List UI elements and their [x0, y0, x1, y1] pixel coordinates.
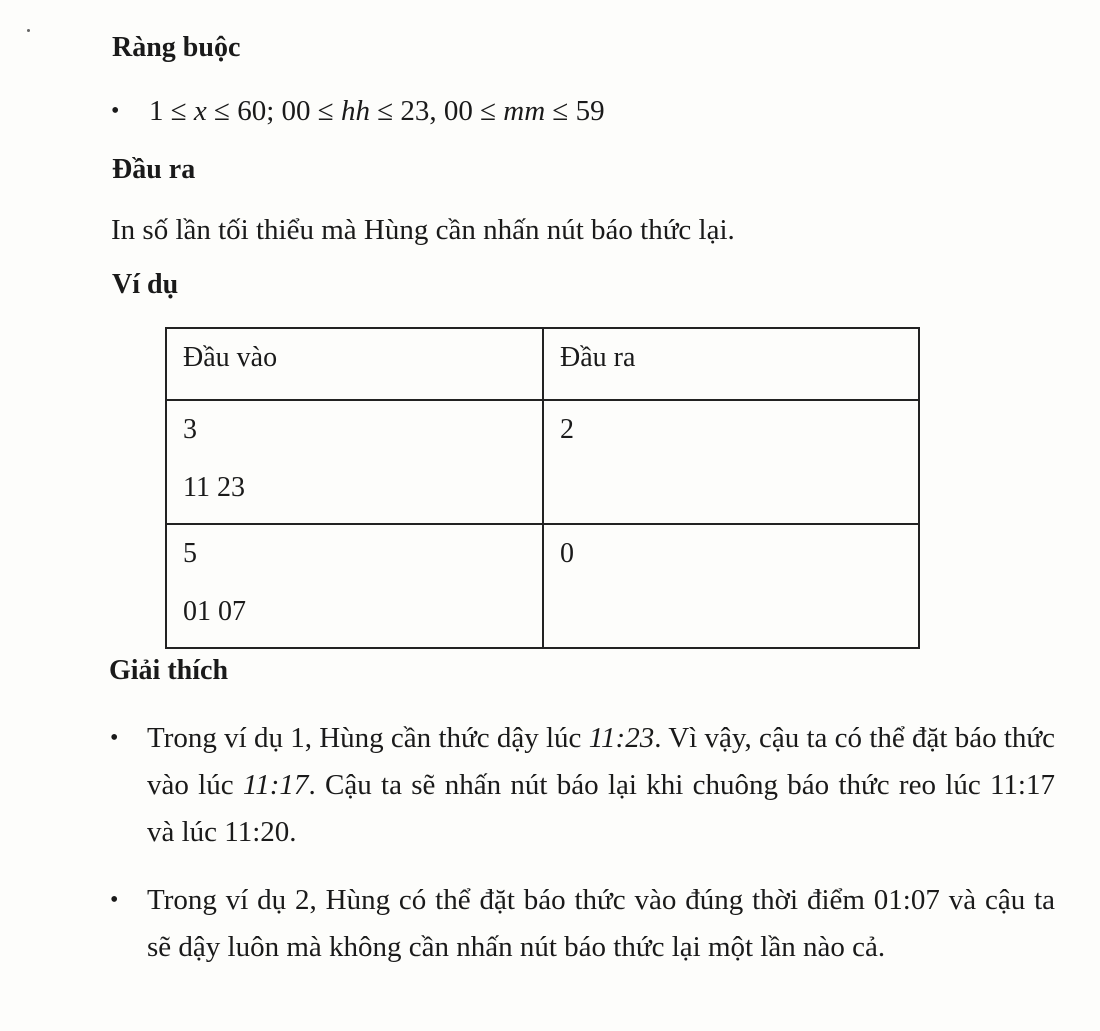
constraint-part: 1 ≤: [149, 95, 194, 127]
output-heading: Đầu ra: [112, 154, 196, 185]
input-line: 5: [183, 538, 197, 569]
output-cell: [543, 400, 919, 524]
input-line: 11 23: [183, 472, 245, 503]
input-cell: [166, 400, 543, 524]
constraint-part: ≤ 59: [545, 95, 605, 127]
output-line: 2: [560, 414, 574, 445]
constraints-heading: Ràng buộc: [112, 32, 241, 63]
output-line: 0: [560, 538, 574, 569]
explanation-item: [110, 877, 1055, 971]
explanation-item: [110, 715, 1055, 856]
scan-speck: [27, 29, 30, 32]
input-cell: [166, 524, 543, 648]
output-description: In số lần tối thiểu mà Hùng cần nhấn nút báo thức lại.: [111, 214, 735, 246]
bullet-dot-icon: •: [110, 887, 119, 913]
input-line: 01 07: [183, 596, 246, 627]
time-value: 11:17: [242, 769, 309, 801]
bullet-dot-icon: •: [110, 725, 119, 751]
example-heading: Ví dụ: [112, 269, 179, 300]
constraint-part: ≤ 60; 00 ≤: [206, 95, 341, 127]
explanation-part: . Cậu ta sẽ nhấn nút báo lại khi chuông báo thức reo lúc 11:17 và lúc 11:20.: [147, 769, 1055, 848]
constraint-text: [149, 93, 605, 129]
explanation-part: . Vì vậy, cậu ta có thể đặt báo thức vào lúc: [147, 722, 1056, 801]
header-input: Đầu vào: [166, 328, 543, 400]
time-value: 11:23: [588, 722, 655, 754]
table-row: [166, 524, 919, 648]
constraint-part: ≤ 23, 00 ≤: [369, 95, 504, 127]
table-header-row: [166, 328, 919, 400]
explanation-heading: Giải thích: [109, 655, 229, 686]
var-x: x: [193, 95, 207, 127]
explanation-text: [147, 715, 1055, 856]
var-hh: hh: [340, 95, 370, 127]
header-output: Đầu ra: [543, 328, 919, 400]
explanation-part: Trong ví dụ 1, Hùng cần thức dậy lúc: [147, 722, 589, 754]
var-mm: mm: [503, 95, 546, 127]
input-line: 3: [183, 414, 197, 445]
table-row: [166, 400, 919, 524]
bullet-dot-icon: •: [111, 98, 120, 124]
explanation-text: Trong ví dụ 2, Hùng có thể đặt báo thức vào đúng thời điểm 01:07 và cậu ta sẽ dậy luôn mà không cần nhấn nút báo thức lại một lần nào cả.: [147, 884, 1055, 963]
output-cell: [543, 524, 919, 648]
example-table: [165, 327, 920, 649]
